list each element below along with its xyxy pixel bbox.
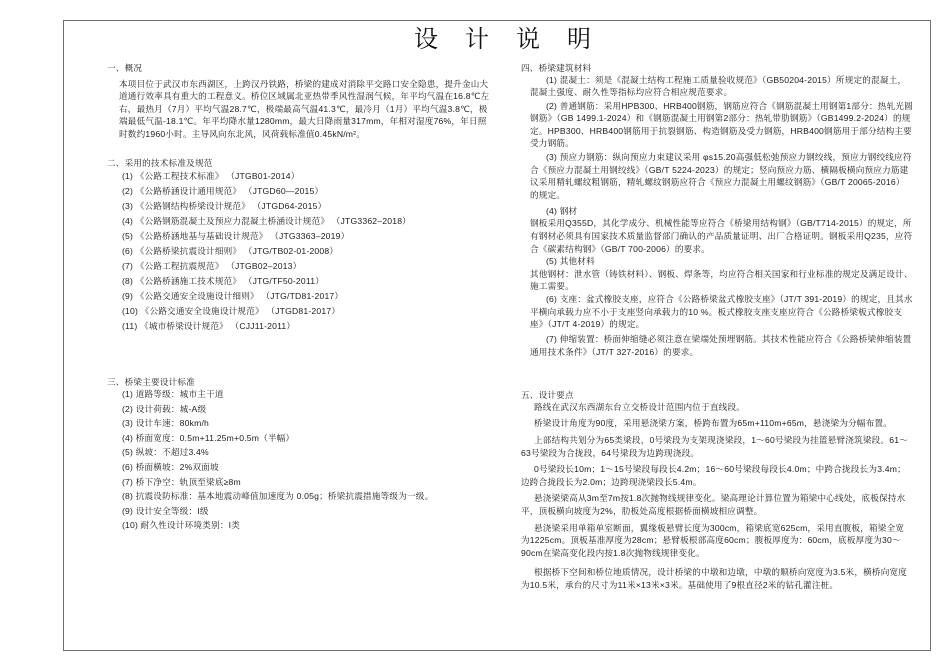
materials-paragraph-expansion-joint: (7) 伸缩装置：桥面伸缩缝必须注意在梁端处预埋钢筋。其技术性能应符合《公路桥梁伸缩装置通用技术条件》（JT/T 327-2016）的要求。 <box>530 333 912 357</box>
materials-paragraph-steel: 钢板采用Q355D，其化学成分、机械性能等应符合《桥梁用结构钢》（GB/T714-2015）的规定，所有钢材必须具有国家技术质量监督部门确认的产品质量证明、出厂合格证明。钢板采用Q235，应符合《碳素结构钢》（GB/T 700-2006）的要求。 <box>530 218 913 254</box>
section-heading-standards: 二、采用的技术标准及规范 <box>107 157 213 168</box>
overview-paragraph: 本项目位于武汉市东西湖区，上跨汉丹铁路，桥梁的建成对消除平交路口安全隐患，提升金山大道通行效率具有重大的工程意义。桥位区域属北亚热带季风性湿润气候，年平均气温在16.8℃左右，最热月（7月）平均气温28.7℃，极端最高气温41.3℃，最冷月（1月）平均气温3.8℃，极端最低气温-18.1℃。年平均降水量1280mm，最大日降雨量317mm，年相对湿度76%，年日照时数约1960小时。主导风向东北风，风荷载标准值0.45kN/m²。 <box>119 78 490 140</box>
page-title: 设计说明 <box>414 27 618 53</box>
standard-item: (2) 《公路桥涵设计通用规范》 （JTGD60—2015） <box>122 186 324 197</box>
materials-paragraph-prestress: (3) 预应力钢筋：纵向预应力束建议采用 φs15.20高强低松弛预应力钢绞线，预应力钢绞线应符合《预应力混凝土用钢绞线》（GB/T 5224-2023）的规定；竖向预应力筋、横隔板横向预应力筋建议采用精轧螺纹粗钢筋，精轧螺纹钢筋应符合《预应力混凝土用螺纹钢筋》（GB/T 20065-2016）的规定。 <box>530 152 912 201</box>
standard-item: (5) 《公路桥涵地基与基础设计规范》 （JTG3363–2019） <box>122 231 350 242</box>
standard-item: (11) 《城市桥梁设计规范》 （CJJ11-2011） <box>122 321 296 332</box>
criteria-item: (10) 耐久性设计环境类别：I类 <box>122 520 240 531</box>
materials-body <box>521 74 913 358</box>
criteria-item: (7) 桥下净空：轨顶至梁底≥8m <box>122 476 241 487</box>
standard-item: (3) 《公路钢结构桥梁设计规范》 （JTGD64-2015） <box>122 201 327 212</box>
standard-item: (4) 《公路钢筋混凝土及预应力混凝土桥涵设计规范》 （JTG3362–2018） <box>122 216 411 227</box>
standard-item: (1) 《公路工程技术标准》 （JTGB01-2014） <box>122 171 300 182</box>
design-criteria-list <box>122 387 499 533</box>
materials-subheading-steel: (4) 钢材 <box>546 205 578 216</box>
standard-item: (9) 《公路交通安全设施设计细则》 （JTG/TD81-2017） <box>122 291 344 302</box>
standard-item: (8) 《公路桥涵施工技术规范》 （JTG/TF50-2011） <box>122 276 325 287</box>
criteria-item: (6) 桥面横坡：2%双面坡 <box>122 461 219 472</box>
key-point-paragraph: 上部结构共划分为65类梁段，0号梁段为支架现浇梁段，1～60号梁段为挂篮悬臂浇筑梁段。61～63号梁段为合拢段，64号梁段为边跨现浇段。 <box>521 434 908 458</box>
materials-paragraph-other: 其他钢材：泄水管（铸铁材料）、钢板、焊条等，均应符合相关国家和行业标准的规定及满足设计、施工需要。 <box>530 268 913 292</box>
section-heading-key-points: 五、设计要点 <box>521 390 574 401</box>
section-heading-overview: 一、概况 <box>107 63 143 73</box>
left-column <box>107 63 499 533</box>
key-point-paragraph: 桥梁设计角度为90度，采用悬浇梁方案，桥跨布置为65m+110m+65m，悬浇梁为分幅布置。 <box>534 418 893 429</box>
criteria-item: (2) 设计荷载：城-A级 <box>122 403 207 414</box>
criteria-item: (4) 桥面宽度：0.5m+11.25m+0.5m（半幅） <box>122 432 295 443</box>
key-point-paragraph: 悬浇梁梁高从3m至7m按1.8次抛物线规律变化。梁高理论计算位置为箱梁中心线处，底板保持水平，顶板横向坡度为2%，肋板处高度根据桥面横坡相应调整。 <box>521 493 906 516</box>
criteria-item: (9) 设计安全等级：I级 <box>122 505 209 516</box>
criteria-item: (3) 设计车速：80km/h <box>122 418 210 429</box>
right-column <box>521 63 913 592</box>
materials-paragraph-concrete: (1) 混凝土：须是《混凝土结构工程施工质量验收规范》（GB50204-2015）所规定的混凝土，混凝土强度、耐久性等指标均应符合相应规范要求。 <box>530 74 907 98</box>
section-heading-materials: 四、桥梁建筑材料 <box>521 63 592 73</box>
materials-paragraph-bearing: (6) 支座：盆式橡胶支座，应符合《公路桥梁盆式橡胶支座》（JT/T 391-2019）的规定，且其水平横向承载力应不小于支座竖向承载力的10 %。板式橡胶支座支座应符合《公路桥梁板式橡胶支座》（JT/T 4-2019）的规定。 <box>530 293 913 330</box>
key-point-paragraph: 路线在武汉东西湖东台立交桥设计范围内位于直线段。 <box>534 401 746 412</box>
key-point-paragraph: 0号梁段长10m；1～15号梁段每段长4.2m；16～60号梁段每段长4.0m；中跨合拢段长为3.4m；边跨合拢段长为2.0m；边跨现浇梁段长5.4m。 <box>521 464 906 487</box>
standard-item: (7) 《公路工程抗震规范》 （JTGB02–2013） <box>122 261 302 272</box>
materials-paragraph-rebar: (2) 普通钢筋：采用HPB300、HRB400钢筋，钢筋应符合《钢筋混凝土用钢第1部分：热轧光圆钢筋》（GB 1499.1-2024）和《钢筋混凝土用钢第2部分：热轧带肋钢筋》（GB1499.2-2024）的规定。HPB300、HRB400钢筋用于抗裂钢筋、构造钢筋及受力钢筋，HRB400钢筋用于部分结构主要受力钢筋。 <box>530 100 913 149</box>
criteria-item: (8) 抗震设防标准：基本地震动峰值加速度为 0.05g；桥梁抗震措施等级为一级。 <box>122 491 434 502</box>
key-point-paragraph: 根据桥下空间和桥位地质情况，设计桥梁的中墩和边墩，中墩的顺桥向宽度为3.5米，横桥向宽度为10.5米，承台的尺寸为11米×13米×3米。基础使用了9根直径2米的钻孔灌注桩。 <box>521 567 908 590</box>
key-points-body <box>521 401 912 592</box>
standards-list <box>122 169 499 334</box>
materials-subheading-other: (5) 其他材料 <box>546 256 595 267</box>
standard-item: (10) 《公路交通安全设施设计规范》 （JTGD81-2017） <box>122 306 341 317</box>
standard-item: (6) 《公路桥梁抗震设计细则》 （JTG/TB02-01-2008） <box>122 246 339 257</box>
criteria-item: (5) 纵坡：不超过3.4% <box>122 447 209 458</box>
key-point-paragraph: 悬浇梁采用单箱单室断面，翼缘板悬臂长度为300cm，箱梁底宽625cm，采用直腹板，箱梁全宽为1225cm。顶板基准厚度为28cm；悬臂板根部高度60cm；腹板厚度为：60cm，底板厚度为30～90cm在梁高变化段内按1.8次抛物线规律变化。 <box>521 522 905 558</box>
section-heading-design-criteria: 三、桥梁主要设计标准 <box>107 376 195 387</box>
criteria-item: (1) 道路等级：城市主干道 <box>122 388 224 399</box>
